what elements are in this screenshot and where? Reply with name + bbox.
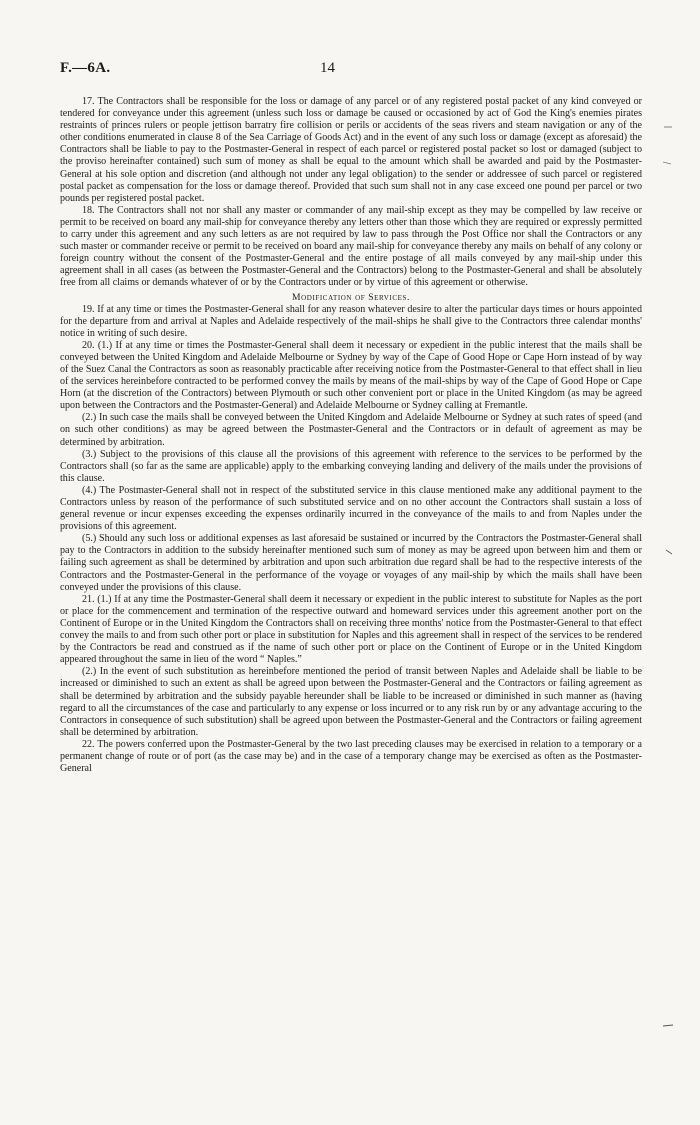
clause-20-2: (2.) In such case the mails shall be conveyed between the United Kingdom and Adelaide Melbourne or Sydney at such rates of speed (and on such other conditions) as may be agreed between the Postmaster-General and the Contractors or in default of agreement as may be determined by arbitration. (60, 412, 642, 448)
clause-19: 19. If at any time or times the Postmaster-General shall for any reason whatever desire to alter the particular days times or hours appointed for the departure from and arrival at Naples and Adelaide respectively of the mail-ships he shall give to the Contractors three calendar months' notice in writing of such desire. (60, 303, 642, 339)
clause-21-2: (2.) In the event of such substitution as hereinbefore mentioned the period of transit between Naples and Adelaide shall be liable to be increased or diminished to such an extent as shall be agreed upon between the Postmaster-General and the Contractors or failing agreement as shall be determined by arbitration and the subsidy payable hereunder shall be liable to be increased or diminished in such manner as (having regard to all the circumstances of the case and particularly to any expense or loss incurred or to any risk run by or any advantage accuring to the Contractors in consequence of such substitution) shall be agreed upon between the Postmaster-General and the Contractors or failing agreement shall be determined by arbitration. (60, 666, 642, 738)
margin-tick-mark (663, 162, 671, 164)
document-reference: F.—6A. (60, 60, 111, 76)
clause-21-1: 21. (1.) If at any time the Postmaster-General shall deem it necessary or expedient in the public interest to substitute for Naples as the port or place for the commencement and termination of the respective outward and homeward services under this agreement another port on the Continent of Europe or in the United Kingdom the Contractors shall on receiving three months' notice from the Postmaster-General to that effect convey the mails to and from such other port or place in substitution for Naples and this agreement shall in respect of the services to be rendered by the Contractors be read and construed as if the name of such other port or place on the Continent of Europe or in the United Kingdom appeared throughout the same in lieu of the word “ Naples.” (60, 593, 642, 666)
clause-20-3: (3.) Subject to the provisions of this clause all the provisions of this agreement with reference to the services to be performed by the Contractors shall (so far as the same are applicable) apply to the embarking conveying landing and delivery of the mails under the provisions of this clause. (60, 448, 642, 484)
clause-17: 17. The Contractors shall be responsible for the loss or damage of any parcel or of any registered postal packet of any kind conveyed or tendered for conveyance under this agreement (unless such loss or damage be caused or occasioned by act of God the King's enemies pirates restraints of princes rulers or people jettison barratry fire collision or perils or accidents of the seas rivers and steam navigation or any of the other conditions enumerated in clause 8 of the Sea Carriage of Goods Act) and in the event of any such loss or damage (except as aforesaid) the Contractors shall be liable to pay to the Postmaster-General in respect of each parcel or registered postal packet so lost or damaged (subject to the proviso hereinafter contained) such sum of money as shall be equal to the amount which shall be awarded and paid by the Postmaster-General at his sole option and discretion (and although not under any legal obligation) to the sender or addressee of such parcel or registered postal packet as compensation for the loss or damage thereof. Provided that such sum shall not in any case exceed one pound per parcel or two pounds per registered postal packet. (60, 96, 642, 204)
section-heading: Modification of Services. (292, 291, 410, 303)
margin-tick-mark (666, 550, 672, 554)
clause-20-1: 20. (1.) If at any time or times the Postmaster-General shall deem it necessary or expedient in the public interest that the mails shall be conveyed between the United Kingdom and Adelaide Melbourne or Sydney by way of the Cape of Good Hope or Cape Horn instead of by way of the Suez Canal the Contractors as soon as reasonably practicable after receiving notice from the Postmaster-General to that effect shall in lieu of the services hereinbefore contracted to be performed convey the mails by means of the mail-ships by way of the Cape of Good Hope or Cape Horn (at the discretion of the Contractors) between Plymouth or such other convenient port or place in the United Kingdom (as may be agreed upon between the Contractors and the Postmaster-General) and Adelaide Melbourne or Sydney calling at Fremantle. (60, 339, 642, 412)
clause-20-5: (5.) Should any such loss or additional expenses as last aforesaid be sustained or incurred by the Contractors the Postmaster-General shall pay to the Contractors in addition to the subsidy hereinafter mentioned such sum of money as may be agreed upon between him and them or failing such agreement as shall be determined by arbitration and upon such arbitration due regard shall be had to the respective interests of the Contractors and the Postmaster-General in the performance of the voyage or voyages of any mail-ship by which the mails shall have been conveyed under the provisions of this clause. (60, 533, 642, 593)
clause-20-4: (4.) The Postmaster-General shall not in respect of the substituted service in this clause mentioned make any additional payment to the Contractors unless by reason of the performance of such substituted service and on no other account the Contractors shall sustain a loss of general revenue or incur expenses exceeding the expenses ordinarily incurred in the conveyance of the mails to and from Naples under the provisions of this agreement. (60, 484, 642, 533)
clause-22: 22. The powers conferred upon the Postmaster-General by the two last preceding clauses may be exercised in relation to a temporary or a permanent change of route or of port (as the case may be) and in the case of a temporary change may be exercised as often as the Postmaster-General (60, 738, 642, 775)
page-header (60, 60, 642, 82)
clause-18: 18. The Contractors shall not nor shall any master or commander of any mail-ship except as they may be compelled by law receive or permit to be received on board any mail-ship for conveyance thereby any letters other than those which they are required or expressly permitted to carry under this agreement and any such letters as are not required by law to pass through the Post Office nor shall the Contractors or any such master or commander receive or permit to be received on board any mail-ship for conveyance thereby any mails on behalf of any colony or foreign country without the consent of the Postmaster-General and the entire postage of all mails conveyed by any mail-ship under this agreement shall in all cases (as between the Postmaster-General and the Contractors) belong to the Postmaster-General and shall be absolutely free from all claims or demands whatever of or by the Contractors under or by virtue of this agreement or otherwise. (60, 204, 642, 289)
page-number: 14 (320, 60, 335, 76)
document-page (60, 60, 642, 1100)
margin-tick-mark (663, 1025, 673, 1026)
